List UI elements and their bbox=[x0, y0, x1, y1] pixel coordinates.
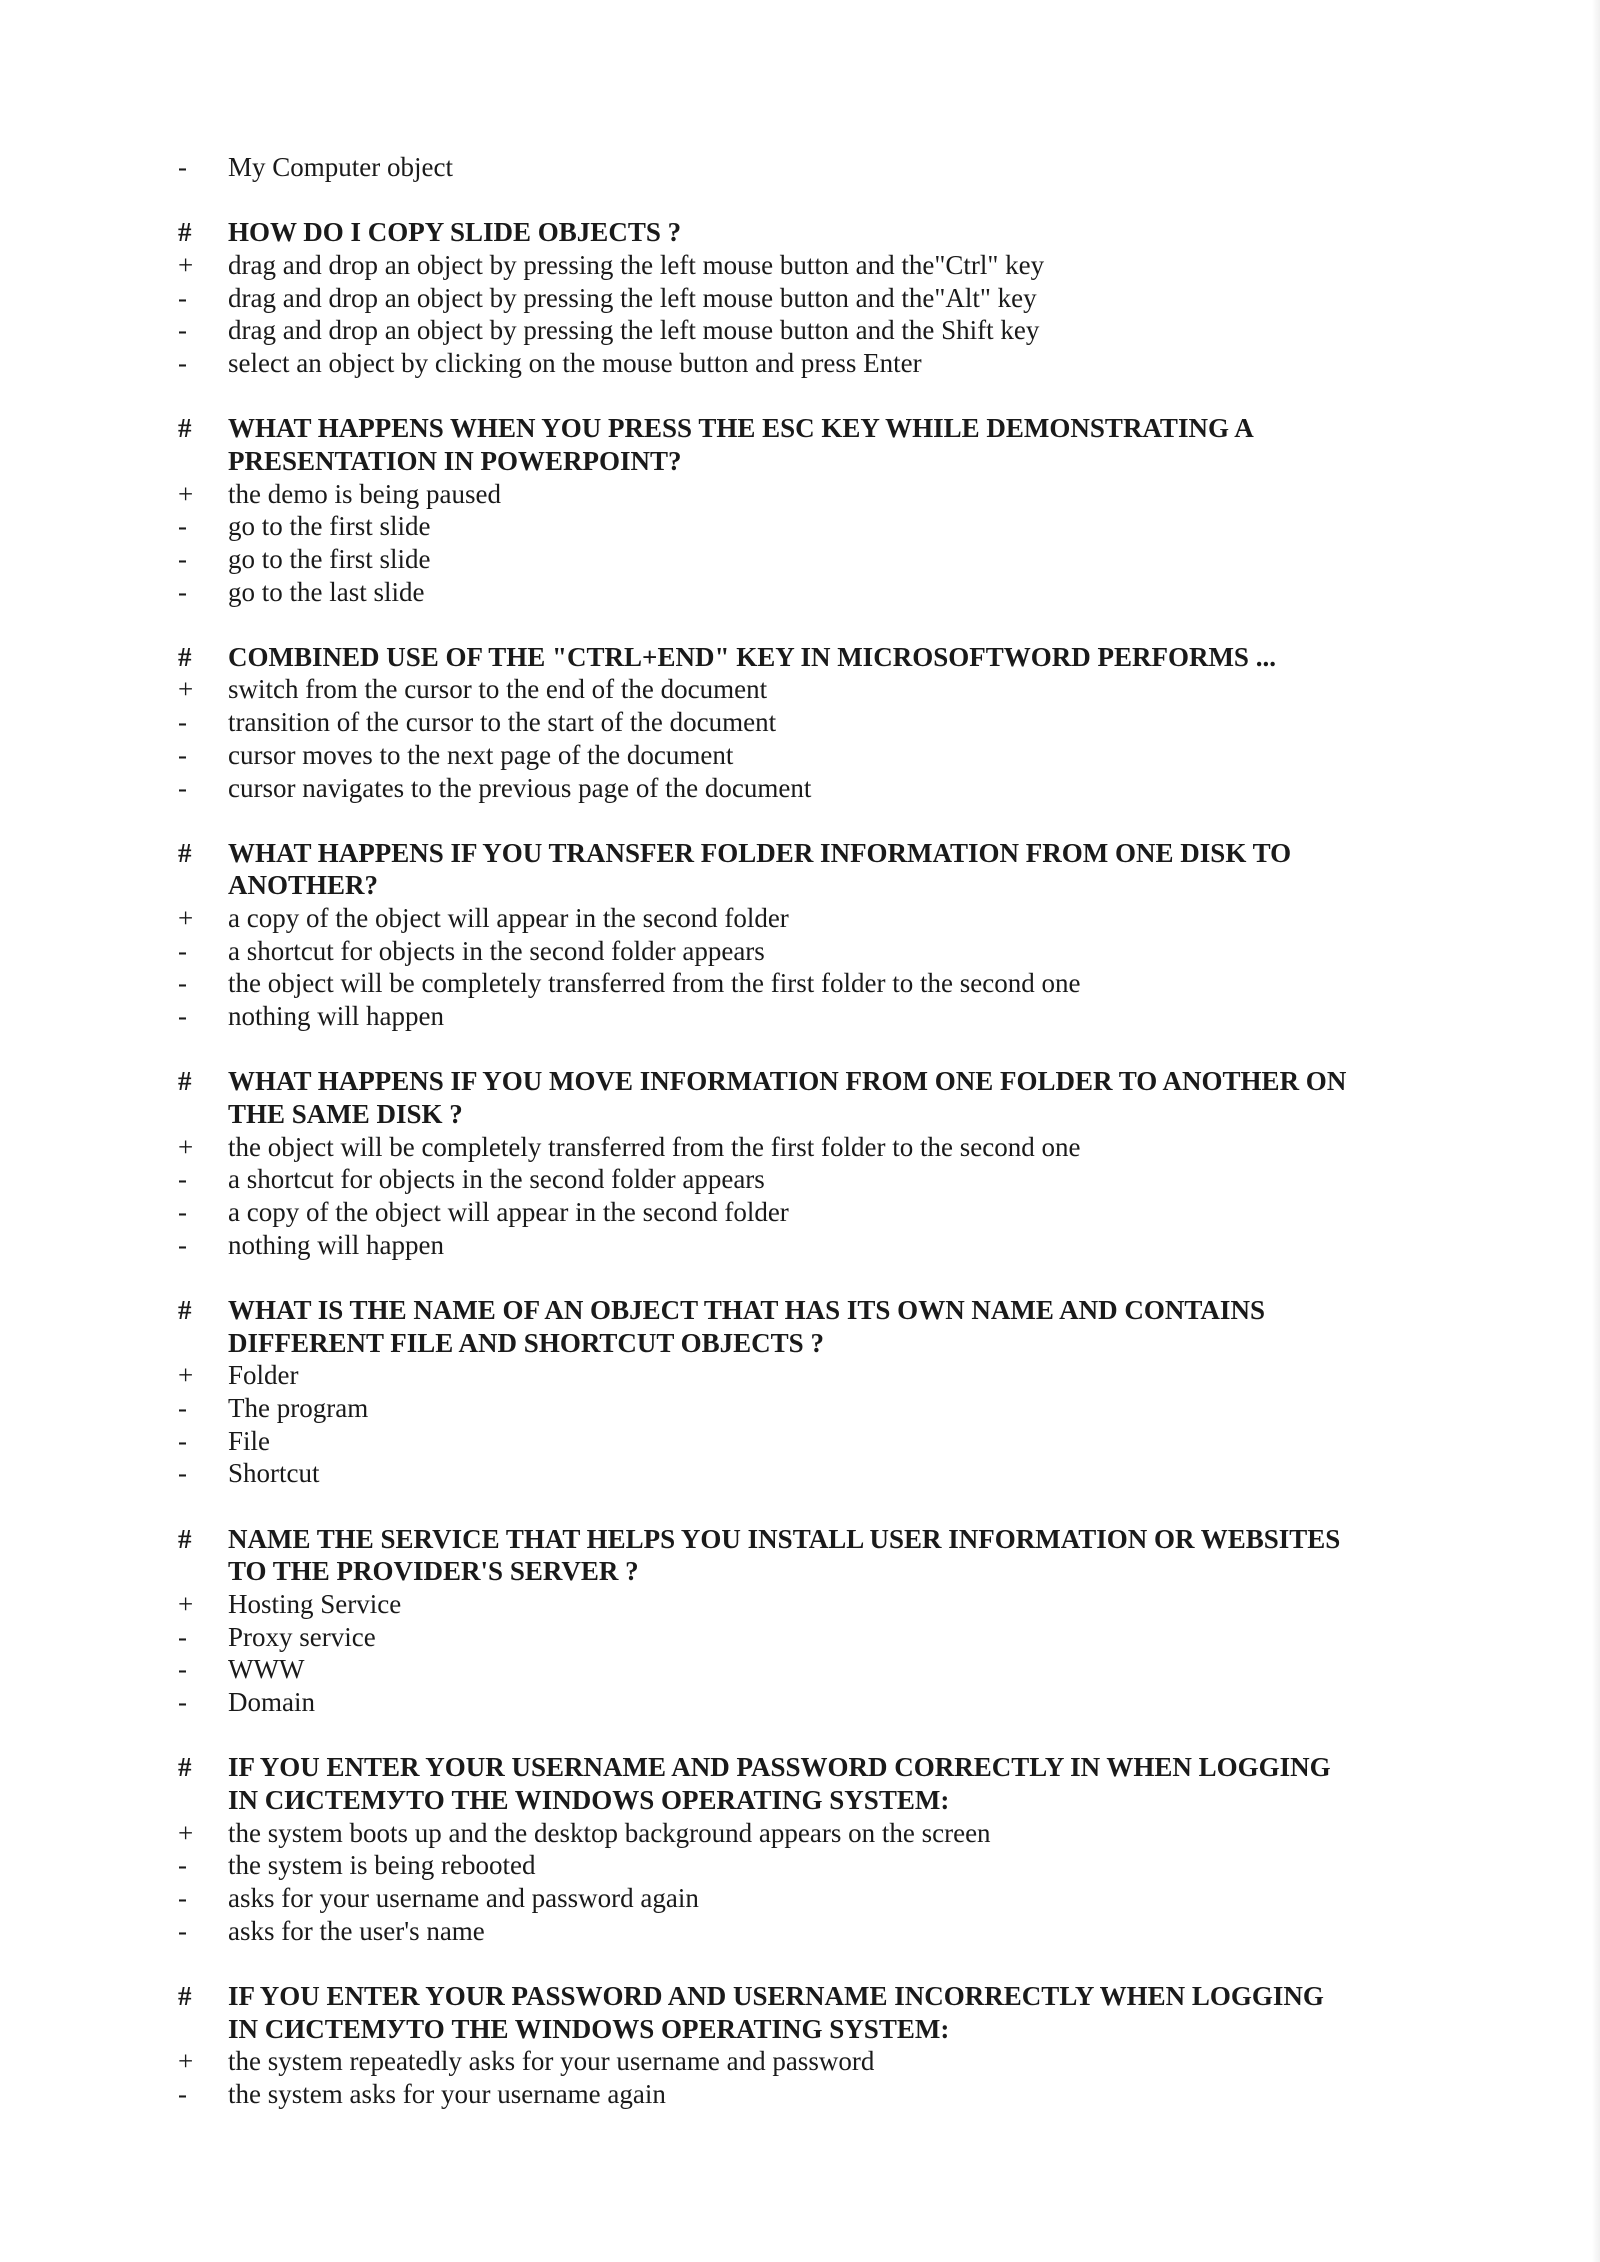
option-text: a shortcut for objects in the second folder appears bbox=[228, 935, 765, 966]
option-text: the demo is being paused bbox=[228, 478, 501, 509]
option-marker: - bbox=[178, 152, 187, 182]
option-marker: - bbox=[178, 347, 187, 378]
option-marker: - bbox=[178, 1621, 187, 1652]
question-text: WHAT IS THE NAME OF AN OBJECT THAT HAS ITS OWN NAME AND CONTAINS bbox=[228, 1294, 1265, 1325]
option-marker: + bbox=[178, 903, 194, 934]
option-text: Domain bbox=[228, 1687, 315, 1717]
option-text: the system asks for your username again bbox=[228, 2078, 666, 2109]
answer-option bbox=[0, 1882, 1600, 1915]
answer-option bbox=[0, 739, 1600, 772]
question-block bbox=[0, 837, 1600, 1033]
question-block bbox=[0, 1751, 1600, 1947]
option-text: a shortcut for objects in the second folder appears bbox=[228, 1164, 765, 1195]
answer-option bbox=[0, 772, 1600, 805]
option-text: asks for your username and password again bbox=[228, 1882, 699, 1913]
option-marker: + bbox=[178, 249, 194, 280]
answer-option bbox=[0, 314, 1600, 347]
option-text: Folder bbox=[228, 1360, 299, 1391]
question-heading bbox=[0, 1980, 1600, 2013]
question-heading-continuation bbox=[0, 1784, 1600, 1817]
option-marker: - bbox=[178, 968, 187, 999]
answer-option bbox=[0, 347, 1600, 380]
question-text: ANOTHER? bbox=[228, 870, 379, 901]
option-marker: - bbox=[178, 1654, 187, 1685]
answer-option bbox=[0, 1621, 1600, 1654]
question-text: COMBINED USE OF THE "CTRL+END" KEY IN MICROSOFTWORD PERFORMS ... bbox=[228, 641, 1276, 672]
answer-option bbox=[0, 1392, 1600, 1425]
option-text: drag and drop an object by pressing the left mouse button and the"Ctrl" key bbox=[228, 249, 1045, 280]
question-block bbox=[0, 1980, 1600, 2111]
answer-option bbox=[0, 967, 1600, 1000]
question-heading-continuation bbox=[0, 1555, 1600, 1588]
option-marker: - bbox=[178, 1458, 187, 1489]
question-text: IF YOU ENTER YOUR PASSWORD AND USERNAME INCORRECTLY WHEN LOGGING bbox=[228, 1980, 1324, 2011]
answer-option bbox=[0, 2078, 1600, 2111]
question-text: PRESENTATION IN POWERPOINT? bbox=[228, 445, 682, 476]
question-heading bbox=[0, 412, 1600, 445]
option-text: a copy of the object will appear in the second folder bbox=[228, 1197, 789, 1228]
option-marker: - bbox=[178, 935, 187, 966]
question-block bbox=[0, 1294, 1600, 1490]
option-marker: - bbox=[178, 1164, 187, 1195]
question-heading bbox=[0, 1294, 1600, 1327]
option-text: nothing will happen bbox=[228, 1001, 444, 1032]
answer-option bbox=[0, 576, 1600, 609]
question-text: WHAT HAPPENS IF YOU TRANSFER FOLDER INFORMATION FROM ONE DISK TO bbox=[228, 837, 1292, 868]
option-text: Hosting Service bbox=[228, 1588, 402, 1619]
option-text: cursor moves to the next page of the document bbox=[228, 739, 734, 770]
question-block bbox=[0, 1523, 1600, 1719]
question-marker: # bbox=[178, 1066, 192, 1097]
option-marker: - bbox=[178, 543, 187, 574]
option-marker: + bbox=[178, 2046, 194, 2077]
option-text: a copy of the object will appear in the second folder bbox=[228, 903, 789, 934]
answer-option-correct bbox=[0, 902, 1600, 935]
question-marker: # bbox=[178, 1980, 192, 2011]
option-text: drag and drop an object by pressing the left mouse button and the"Alt" key bbox=[228, 282, 1037, 313]
option-marker: - bbox=[178, 1229, 187, 1260]
question-heading-continuation bbox=[0, 445, 1600, 478]
question-marker: # bbox=[178, 1523, 192, 1554]
option-marker: - bbox=[178, 1393, 187, 1423]
question-block bbox=[0, 641, 1600, 804]
answer-option bbox=[0, 1000, 1600, 1033]
option-text: WWW bbox=[228, 1654, 305, 1685]
question-text: HOW DO I COPY SLIDE OBJECTS ? bbox=[228, 217, 682, 248]
answer-option bbox=[0, 1849, 1600, 1882]
option-text: the object will be completely transferred from the first folder to the second one bbox=[228, 968, 1081, 999]
answer-option-correct bbox=[0, 673, 1600, 706]
question-heading bbox=[0, 1751, 1600, 1784]
option-text: the system boots up and the desktop background appears on the screen bbox=[228, 1817, 991, 1848]
answer-option bbox=[0, 1425, 1600, 1458]
option-text: the system repeatedly asks for your username and password bbox=[228, 2046, 875, 2077]
question-marker: # bbox=[178, 217, 192, 248]
option-marker: + bbox=[178, 1817, 194, 1848]
answer-option-correct bbox=[0, 2045, 1600, 2078]
option-marker: - bbox=[178, 1850, 187, 1881]
answer-option-correct bbox=[0, 1131, 1600, 1164]
quiz-content bbox=[0, 151, 1600, 2111]
answer-option-correct bbox=[0, 1359, 1600, 1392]
answer-option bbox=[0, 1163, 1600, 1196]
option-marker: - bbox=[178, 1882, 187, 1913]
question-text: NAME THE SERVICE THAT HELPS YOU INSTALL USER INFORMATION OR WEBSITES bbox=[228, 1523, 1341, 1554]
option-marker: - bbox=[178, 707, 187, 738]
option-text: My Computer object bbox=[228, 152, 453, 182]
question-heading-continuation bbox=[0, 2013, 1600, 2046]
answer-option-correct bbox=[0, 478, 1600, 511]
question-block bbox=[0, 1065, 1600, 1261]
question-marker: # bbox=[178, 1752, 192, 1783]
option-text: switch from the cursor to the end of the document bbox=[228, 674, 768, 705]
answer-option bbox=[0, 543, 1600, 576]
question-text: IN СИСТЕМУТО THE WINDOWS OPERATING SYSTEM: bbox=[228, 2013, 950, 2044]
question-block bbox=[0, 412, 1600, 608]
answer-option bbox=[0, 935, 1600, 968]
option-text: transition of the cursor to the start of the document bbox=[228, 707, 777, 738]
answer-option-correct bbox=[0, 1588, 1600, 1621]
option-text: nothing will happen bbox=[228, 1229, 444, 1260]
option-marker: - bbox=[178, 1197, 187, 1228]
answer-option-correct bbox=[0, 249, 1600, 282]
option-text: drag and drop an object by pressing the left mouse button and the Shift key bbox=[228, 315, 1040, 346]
answer-option bbox=[0, 282, 1600, 315]
option-marker: + bbox=[178, 674, 194, 705]
answer-option bbox=[0, 510, 1600, 543]
option-text: asks for the user's name bbox=[228, 1915, 485, 1946]
answer-option bbox=[0, 1686, 1600, 1719]
answer-option bbox=[0, 706, 1600, 739]
option-marker: + bbox=[178, 1131, 194, 1162]
question-text: IN СИСТЕМУТО THE WINDOWS OPERATING SYSTEM: bbox=[228, 1784, 950, 1815]
option-marker: - bbox=[178, 1915, 187, 1946]
question-block bbox=[0, 216, 1600, 379]
question-marker: # bbox=[178, 641, 192, 672]
option-marker: + bbox=[178, 478, 194, 509]
intro-option bbox=[0, 151, 1600, 184]
question-heading bbox=[0, 1065, 1600, 1098]
option-marker: - bbox=[178, 1687, 187, 1717]
question-marker: # bbox=[178, 837, 192, 868]
question-heading-continuation bbox=[0, 1098, 1600, 1131]
option-text: go to the last slide bbox=[228, 576, 425, 607]
option-text: Shortcut bbox=[228, 1458, 320, 1489]
option-text: go to the first slide bbox=[228, 543, 431, 574]
option-marker: - bbox=[178, 576, 187, 607]
question-heading-continuation bbox=[0, 869, 1600, 902]
option-text: select an object by clicking on the mouse button and press Enter bbox=[228, 347, 922, 378]
option-text: go to the first slide bbox=[228, 511, 431, 542]
answer-option bbox=[0, 1196, 1600, 1229]
question-text: THE SAME DISK ? bbox=[228, 1099, 463, 1129]
question-text: IF YOU ENTER YOUR USERNAME AND PASSWORD CORRECTLY IN WHEN LOGGING bbox=[228, 1752, 1331, 1783]
option-marker: - bbox=[178, 315, 187, 346]
question-marker: # bbox=[178, 413, 192, 444]
option-marker: - bbox=[178, 1001, 187, 1032]
option-marker: - bbox=[178, 772, 187, 803]
option-marker: + bbox=[178, 1360, 194, 1391]
question-heading bbox=[0, 837, 1600, 870]
question-heading bbox=[0, 641, 1600, 674]
option-marker: - bbox=[178, 1425, 187, 1456]
question-text: TO THE PROVIDER'S SERVER ? bbox=[228, 1556, 639, 1587]
question-text: DIFFERENT FILE AND SHORTCUT OBJECTS ? bbox=[228, 1327, 824, 1358]
answer-option bbox=[0, 1457, 1600, 1490]
option-text: the object will be completely transferred from the first folder to the second one bbox=[228, 1131, 1081, 1162]
question-heading bbox=[0, 1523, 1600, 1556]
option-marker: - bbox=[178, 511, 187, 542]
question-heading bbox=[0, 216, 1600, 249]
option-marker: + bbox=[178, 1588, 194, 1619]
question-text: WHAT HAPPENS WHEN YOU PRESS THE ESC KEY WHILE DEMONSTRATING A bbox=[228, 413, 1254, 444]
option-marker: - bbox=[178, 739, 187, 770]
answer-option-correct bbox=[0, 1817, 1600, 1850]
answer-option bbox=[0, 1653, 1600, 1686]
answer-option bbox=[0, 1229, 1600, 1262]
option-marker: - bbox=[178, 282, 187, 313]
option-text: File bbox=[228, 1425, 271, 1456]
question-text: WHAT HAPPENS IF YOU MOVE INFORMATION FROM ONE FOLDER TO ANOTHER ON bbox=[228, 1066, 1347, 1097]
option-text: The program bbox=[228, 1393, 369, 1423]
option-marker: - bbox=[178, 2078, 187, 2109]
option-text: the system is being rebooted bbox=[228, 1850, 536, 1881]
option-text: cursor navigates to the previous page of the document bbox=[228, 772, 812, 803]
option-text: Proxy service bbox=[228, 1621, 376, 1652]
question-list bbox=[0, 216, 1600, 2110]
answer-option bbox=[0, 1915, 1600, 1948]
question-marker: # bbox=[178, 1294, 192, 1325]
question-heading-continuation bbox=[0, 1327, 1600, 1360]
